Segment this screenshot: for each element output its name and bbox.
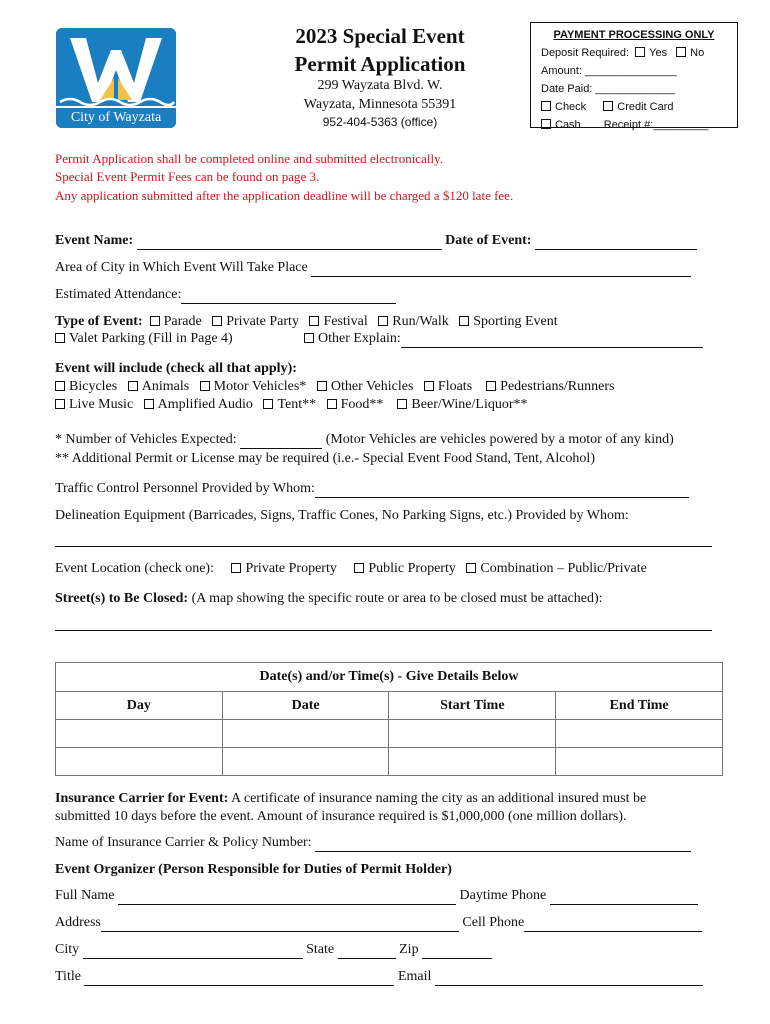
type-sporting-event-checkbox[interactable] — [459, 316, 469, 326]
delineation-label: Delineation Equipment (Barricades, Signs, Traffic Cones, No Parking Signs, etc.) Provided by Whom: — [55, 508, 629, 523]
page-title-line2: Permit Application — [294, 52, 466, 76]
location-public-checkbox[interactable] — [354, 563, 364, 573]
table-cell[interactable] — [556, 748, 723, 776]
type-of-event-label: Type of Event — [55, 314, 138, 329]
include-tent-label: Tent** — [277, 397, 317, 412]
table-cell[interactable] — [556, 720, 723, 748]
insurance-label: Insurance Carrier for Event: — [55, 791, 229, 806]
type-parade-label: Parade — [163, 314, 202, 329]
area-of-city-input[interactable] — [311, 263, 691, 277]
page-title-line1: 2023 Special Event — [295, 24, 465, 48]
delineation-input[interactable] — [55, 531, 712, 547]
table-cell[interactable] — [222, 720, 389, 748]
zip-label: Zip — [399, 942, 419, 957]
state-input[interactable] — [338, 945, 396, 959]
vehicles-definition: (Motor Vehicles are vehicles powered by a motor of any kind) — [325, 432, 674, 447]
col-start-time: Start Time — [389, 692, 556, 720]
check-checkbox[interactable] — [541, 101, 551, 111]
address-input[interactable] — [101, 918, 459, 932]
deposit-yes-label: Yes — [649, 47, 668, 59]
cash-checkbox[interactable] — [541, 119, 551, 129]
table-header-row — [56, 692, 723, 720]
notice-online: Permit Application shall be completed online and submitted electronically. — [55, 151, 443, 166]
include-food-label: Food** — [340, 397, 384, 412]
date-paid-field[interactable]: Date Paid: _____________ — [541, 83, 675, 95]
col-date: Date — [222, 692, 389, 720]
credit-card-checkbox[interactable] — [603, 101, 613, 111]
address-label: Address — [55, 915, 101, 930]
attendance-label: Estimated Attendance: — [55, 287, 182, 302]
location-private-label: Private Property — [245, 561, 337, 576]
payment-heading: PAYMENT PROCESSING ONLY — [553, 29, 715, 41]
vehicles-expected-label: * Number of Vehicles Expected: — [55, 432, 237, 447]
logo-caption: City of Wayzata — [70, 110, 162, 125]
other-explain-label: Other Explain: — [318, 331, 401, 346]
type-run-walk-checkbox[interactable] — [378, 316, 388, 326]
city-logo — [56, 28, 176, 128]
table-cell[interactable] — [222, 748, 389, 776]
include-tent-checkbox[interactable] — [263, 399, 273, 409]
include-floats-checkbox[interactable] — [424, 381, 434, 391]
include-motor-vehicles-checkbox[interactable] — [200, 381, 210, 391]
type-festival-label: Festival — [323, 314, 368, 329]
type-private-party-checkbox[interactable] — [212, 316, 222, 326]
cell-phone-input[interactable] — [524, 918, 702, 932]
include-other-vehicles-checkbox[interactable] — [317, 381, 327, 391]
daytime-phone-input[interactable] — [550, 891, 698, 905]
valet-parking-checkbox[interactable] — [55, 333, 65, 343]
payment-processing-box — [530, 22, 738, 131]
table-row — [56, 720, 723, 748]
deposit-no-checkbox[interactable] — [676, 47, 686, 57]
date-of-event-label: Date of Event: — [445, 233, 532, 248]
other-explain-checkbox[interactable] — [304, 333, 314, 343]
type-private-party-label: Private Party — [226, 314, 299, 329]
include-food-checkbox[interactable] — [327, 399, 337, 409]
col-end-time: End Time — [556, 692, 723, 720]
cell-phone-label: Cell Phone — [462, 915, 525, 930]
include-amplified-audio-checkbox[interactable] — [144, 399, 154, 409]
vehicles-expected-input[interactable] — [240, 435, 322, 449]
location-combination-checkbox[interactable] — [466, 563, 476, 573]
table-cell[interactable] — [389, 720, 556, 748]
table-cell[interactable] — [389, 748, 556, 776]
zip-input[interactable] — [422, 945, 492, 959]
location-public-label: Public Property — [368, 561, 456, 576]
location-private-checkbox[interactable] — [231, 563, 241, 573]
full-name-input[interactable] — [118, 891, 456, 905]
include-live-music-label: Live Music — [69, 397, 134, 412]
table-cell[interactable] — [56, 748, 223, 776]
include-pedestrians-checkbox[interactable] — [486, 381, 496, 391]
include-beer-wine-liquor-checkbox[interactable] — [397, 399, 407, 409]
include-other-vehicles-label: Other Vehicles — [330, 379, 414, 394]
other-explain-input[interactable] — [401, 334, 703, 348]
amount-field[interactable]: Amount: _______________ — [541, 65, 677, 77]
include-bicycles-checkbox[interactable] — [55, 381, 65, 391]
include-bicycles-label: Bicycles — [69, 379, 118, 394]
include-animals-label: Animals — [141, 379, 190, 394]
notice-late-fee: Any application submitted after the application deadline will be charged a $120 late fee. — [55, 188, 514, 203]
include-floats-label: Floats — [437, 379, 473, 394]
event-location-label: Event Location (check one): — [55, 561, 214, 576]
email-label: Email — [397, 969, 432, 984]
city-label: City — [55, 942, 80, 957]
carrier-name-input[interactable] — [315, 838, 691, 852]
type-sporting-event-label: Sporting Event — [473, 314, 558, 329]
include-animals-checkbox[interactable] — [128, 381, 138, 391]
dates-table-heading: Date(s) and/or Time(s) - Give Details Below — [56, 663, 723, 692]
type-festival-checkbox[interactable] — [309, 316, 319, 326]
include-heading: Event will include (check all that apply): — [55, 361, 297, 376]
table-row — [56, 748, 723, 776]
check-label: Check — [555, 101, 587, 113]
date-of-event-input[interactable] — [535, 236, 697, 250]
state-label: State — [306, 942, 335, 957]
event-name-input[interactable] — [137, 236, 442, 250]
include-live-music-checkbox[interactable] — [55, 399, 65, 409]
streets-closed-input[interactable] — [55, 615, 712, 631]
include-amplified-audio-label: Amplified Audio — [157, 397, 253, 412]
valet-parking-label: Valet Parking (Fill in Page 4) — [69, 331, 233, 346]
include-beer-wine-liquor-label: Beer/Wine/Liquor** — [411, 397, 528, 412]
deposit-no-label: No — [690, 47, 705, 59]
carrier-name-label: Name of Insurance Carrier & Policy Number: — [55, 835, 312, 850]
include-pedestrians-label: Pedestrians/Runners — [500, 379, 615, 394]
include-motor-vehicles-label: Motor Vehicles* — [213, 379, 307, 394]
address-line2: Wayzata, Minnesota 55391 — [303, 97, 457, 112]
organizer-heading: Event Organizer (Person Responsible for Duties of Permit Holder) — [55, 862, 452, 877]
traffic-control-label: Traffic Control Personnel Provided by Whom: — [55, 481, 315, 496]
title-label: Title — [55, 969, 81, 984]
insurance-text2: submitted 10 days before the event. Amount of insurance required is $1,000,000 (one million dollars). — [55, 809, 627, 824]
cash-label: Cash — [555, 119, 581, 131]
address-line1: 299 Wayzata Blvd. W. — [317, 78, 443, 93]
additional-permit-note: ** Additional Permit or License may be required (i.e.- Special Event Food Stand, Tent, Alcohol) — [55, 451, 595, 466]
notice-fees: Special Event Permit Fees can be found on page 3. — [55, 169, 320, 184]
receipt-field[interactable]: Receipt #:_________ — [603, 119, 709, 131]
streets-closed-note: (A map showing the specific route or area to be closed must be attached): — [191, 591, 603, 606]
email-input[interactable] — [435, 972, 703, 986]
location-combination-label: Combination – Public/Private — [480, 561, 647, 576]
daytime-phone-label: Daytime Phone — [459, 888, 547, 903]
office-phone: 952-404-5363 (office) — [322, 115, 438, 129]
city-input[interactable] — [83, 945, 303, 959]
traffic-control-input[interactable] — [315, 484, 689, 498]
dates-times-table — [55, 662, 723, 776]
type-parade-checkbox[interactable] — [150, 316, 160, 326]
streets-closed-label: Street(s) to Be Closed: — [55, 591, 189, 606]
event-name-label: Event Name: — [55, 233, 134, 248]
table-cell[interactable] — [56, 720, 223, 748]
col-day: Day — [56, 692, 223, 720]
type-run-walk-label: Run/Walk — [392, 314, 449, 329]
attendance-input[interactable] — [181, 290, 396, 304]
insurance-text1: A certificate of insurance naming the city as an additional insured must be — [231, 791, 647, 806]
title-input[interactable] — [84, 972, 394, 986]
area-of-city-label: Area of City in Which Event Will Take Place — [55, 260, 308, 275]
deposit-label: Deposit Required: — [541, 47, 630, 59]
credit-card-label: Credit Card — [617, 101, 674, 113]
deposit-yes-checkbox[interactable] — [635, 47, 645, 57]
full-name-label: Full Name — [55, 888, 115, 903]
